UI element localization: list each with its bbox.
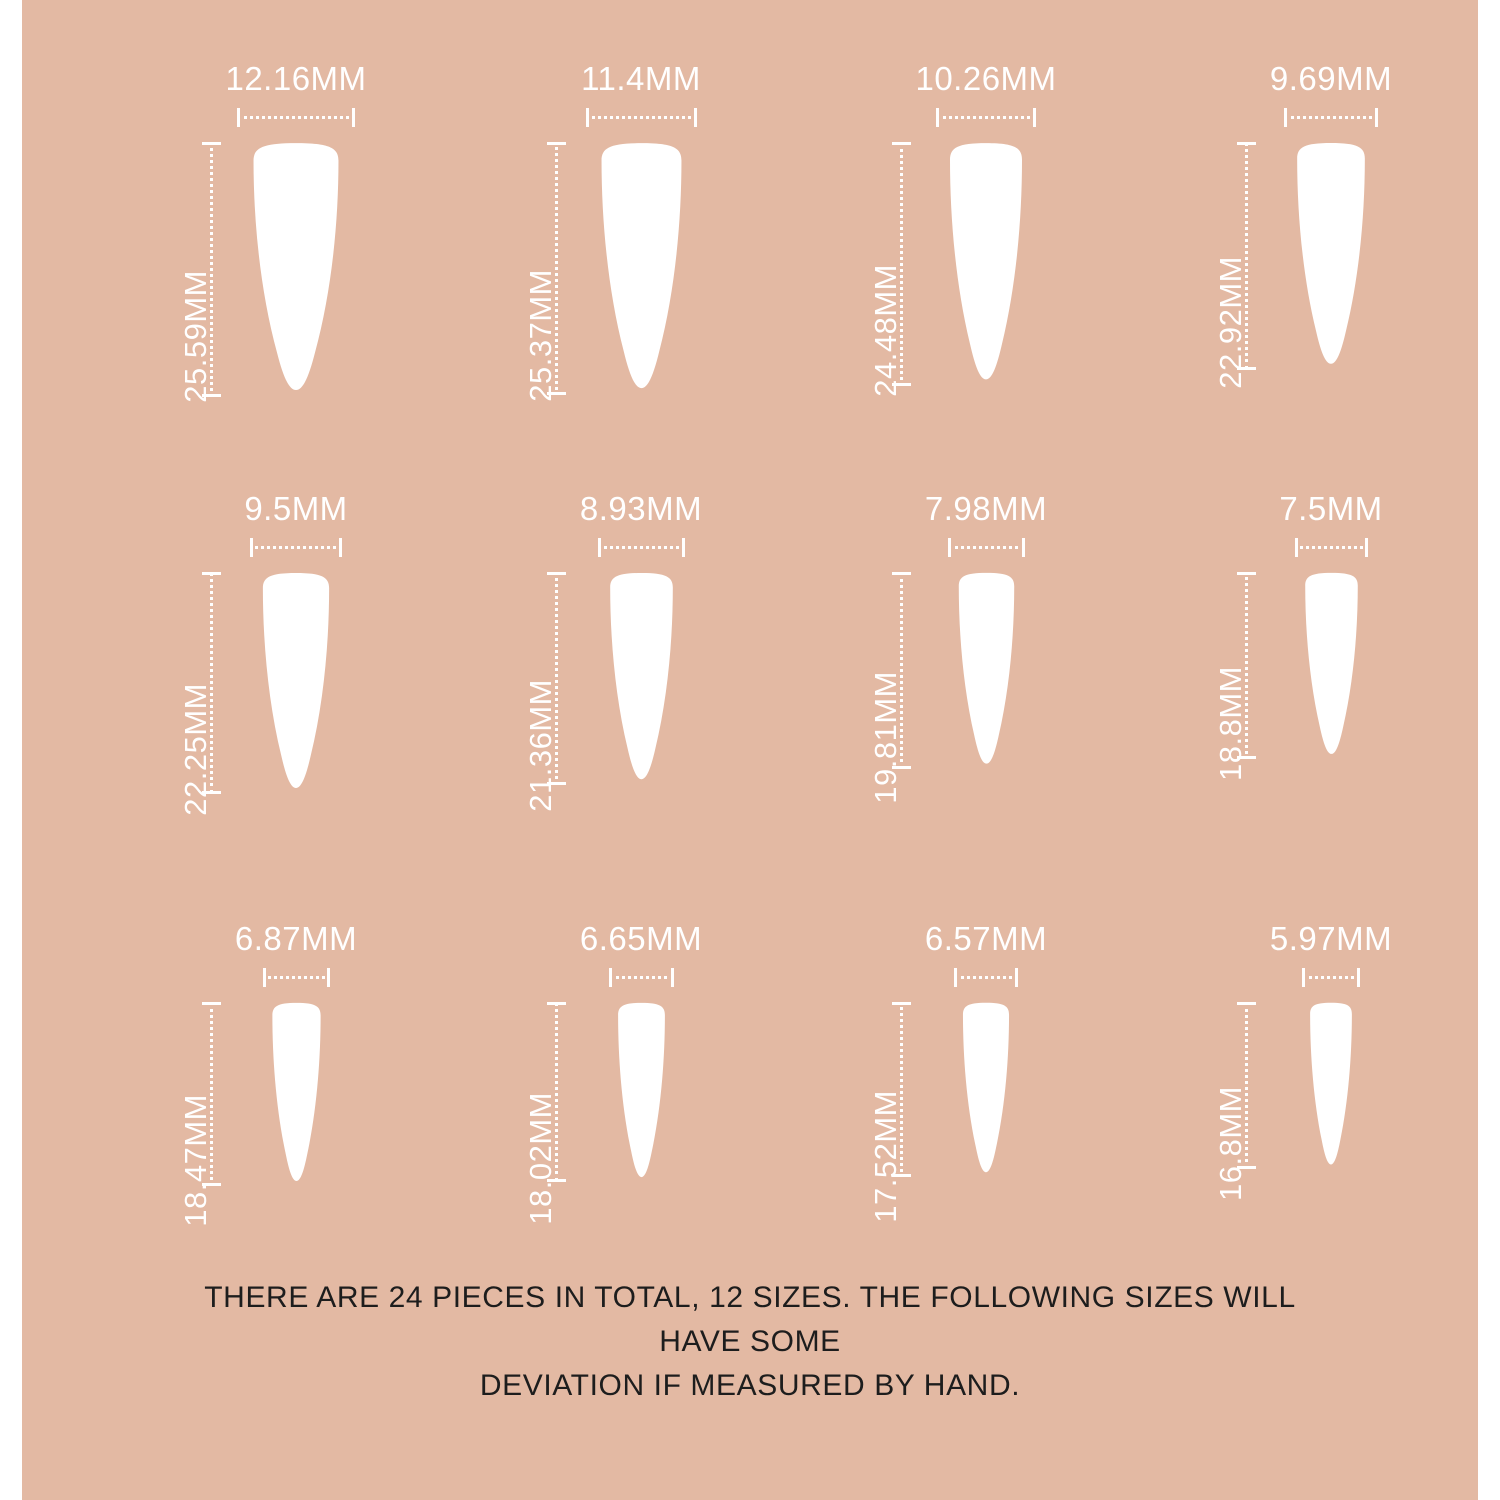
nail-size-cell	[82, 30, 427, 460]
height-label: 16.8MM	[1213, 1085, 1248, 1201]
width-measure-cap-left	[954, 968, 957, 987]
height-label: 18.47MM	[178, 1094, 213, 1227]
width-measure-cap-left	[237, 108, 240, 127]
height-measure-cap-top	[1237, 142, 1256, 145]
height-measure	[1213, 142, 1257, 389]
width-measure-cap-right	[352, 108, 355, 127]
width-measure	[234, 920, 358, 988]
width-measure-cap-left	[586, 108, 589, 127]
height-measure	[523, 1002, 567, 1225]
nail-shape	[1295, 572, 1368, 759]
width-measure-cap-left	[598, 538, 601, 557]
nail-size-grid	[82, 30, 1462, 1330]
width-measure-cap-right	[1015, 968, 1018, 987]
width-label: 6.57MM	[924, 920, 1048, 957]
width-measure-cap-left	[250, 538, 253, 557]
width-measure	[1279, 490, 1383, 558]
height-measure	[178, 1002, 222, 1227]
width-measure-cap-left	[263, 968, 266, 987]
width-measure-line	[1302, 976, 1360, 979]
width-label: 8.93MM	[579, 490, 703, 527]
width-measure-cap-right	[1375, 108, 1378, 127]
height-label: 19.81MM	[868, 670, 903, 804]
width-measure-cap-right	[694, 108, 697, 127]
nail-svg	[1295, 572, 1368, 759]
nail-size-cell	[82, 460, 427, 890]
nail-svg	[609, 1002, 674, 1182]
width-measure-line	[598, 546, 685, 549]
width-label: 6.87MM	[234, 920, 358, 957]
width-measure-cap-right	[1022, 538, 1025, 557]
height-label: 22.92MM	[1213, 256, 1248, 389]
width-measure-cap-left	[948, 538, 951, 557]
width-label: 9.5MM	[244, 490, 348, 527]
nail-svg	[948, 572, 1025, 769]
width-measure	[244, 490, 348, 558]
nail-size-cell	[1117, 30, 1462, 460]
nail-shape	[1302, 1002, 1360, 1169]
height-label: 22.25MM	[178, 683, 213, 816]
width-measure	[1269, 920, 1393, 988]
nail-shape	[1284, 142, 1378, 370]
nail-shape	[250, 572, 342, 794]
width-measure-line	[936, 116, 1036, 119]
width-measure-cap-right	[671, 968, 674, 987]
width-measure-line	[250, 546, 342, 549]
nail-svg	[586, 142, 697, 395]
width-measure-cap-left	[609, 968, 612, 987]
width-measure-cap-left	[1302, 968, 1305, 987]
nail-shape	[598, 572, 685, 785]
width-measure	[579, 490, 703, 558]
height-measure-cap-top	[547, 572, 566, 575]
width-label: 12.16MM	[225, 60, 367, 97]
width-measure-line	[1284, 116, 1378, 119]
nail-shape	[586, 142, 697, 395]
height-label: 25.37MM	[523, 268, 558, 402]
width-measure-cap-right	[1365, 538, 1368, 557]
nail-shape	[609, 1002, 674, 1182]
nail-svg	[598, 572, 685, 785]
nail-svg	[936, 142, 1036, 386]
width-measure-cap-left	[1295, 538, 1298, 557]
width-measure-cap-right	[1033, 108, 1036, 127]
height-measure-cap-top	[1237, 572, 1256, 575]
width-measure-line	[237, 116, 355, 119]
width-measure-line	[954, 976, 1018, 979]
width-measure-cap-right	[1357, 968, 1360, 987]
nail-size-cell	[427, 30, 772, 460]
chart-background	[22, 0, 1478, 1500]
nail-size-cell	[772, 30, 1117, 460]
height-measure	[868, 142, 912, 397]
height-measure	[1213, 1002, 1257, 1201]
height-measure-cap-top	[547, 1002, 566, 1005]
nail-shape	[954, 1002, 1018, 1177]
width-measure-line	[586, 116, 697, 119]
height-label: 18.8MM	[1213, 665, 1248, 781]
nail-size-cell	[772, 890, 1117, 1320]
width-measure	[225, 60, 367, 128]
height-label: 24.48MM	[868, 264, 903, 397]
width-label: 5.97MM	[1269, 920, 1393, 957]
height-label: 17.52MM	[868, 1089, 903, 1223]
width-measure-cap-left	[1284, 108, 1287, 127]
height-measure	[523, 572, 567, 812]
nail-shape	[936, 142, 1036, 386]
width-label: 7.5MM	[1279, 490, 1383, 527]
nail-svg	[954, 1002, 1018, 1177]
height-measure-cap-top	[547, 142, 566, 145]
height-measure	[178, 572, 222, 816]
height-measure-cap-top	[202, 572, 221, 575]
height-label: 18.02MM	[523, 1092, 558, 1225]
width-measure-cap-right	[339, 538, 342, 557]
nail-svg	[1302, 1002, 1360, 1169]
height-measure-cap-top	[202, 142, 221, 145]
width-measure-cap-left	[936, 108, 939, 127]
width-measure	[581, 60, 701, 128]
width-label: 6.65MM	[579, 920, 703, 957]
height-measure	[1213, 572, 1257, 781]
nail-size-cell	[772, 460, 1117, 890]
footer-note-line-1: THERE ARE 24 PIECES IN TOTAL, 12 SIZES. THE FOLLOWING SIZES WILL HAVE SOME	[204, 1281, 1296, 1358]
nail-svg	[263, 1002, 330, 1186]
width-label: 11.4MM	[581, 60, 701, 97]
width-label: 10.26MM	[915, 60, 1057, 97]
nail-svg	[1284, 142, 1378, 370]
nail-shape	[948, 572, 1025, 769]
width-measure	[915, 60, 1057, 128]
height-measure	[868, 1002, 912, 1223]
height-measure	[523, 142, 567, 402]
height-measure-cap-top	[892, 1002, 911, 1005]
nail-size-cell	[427, 460, 772, 890]
width-measure	[924, 920, 1048, 988]
width-measure	[1269, 60, 1393, 128]
height-measure-cap-top	[892, 142, 911, 145]
nail-svg	[250, 572, 342, 794]
width-measure	[924, 490, 1048, 558]
width-measure-cap-right	[327, 968, 330, 987]
height-measure	[868, 572, 912, 804]
width-measure-cap-right	[682, 538, 685, 557]
nail-size-cell	[1117, 460, 1462, 890]
footer-note	[22, 1276, 1478, 1408]
nail-size-cell	[82, 890, 427, 1320]
nail-shape	[263, 1002, 330, 1186]
width-measure-line	[609, 976, 674, 979]
width-measure-line	[1295, 546, 1368, 549]
width-measure	[579, 920, 703, 988]
height-label: 21.36MM	[523, 678, 558, 812]
height-measure	[178, 142, 222, 403]
nail-size-cell	[1117, 890, 1462, 1320]
width-label: 7.98MM	[924, 490, 1048, 527]
footer-note-line-2: DEVIATION IF MEASURED BY HAND.	[479, 1369, 1021, 1402]
height-measure-cap-top	[892, 572, 911, 575]
nail-size-cell	[427, 890, 772, 1320]
nail-shape	[237, 142, 355, 397]
nail-svg	[237, 142, 355, 397]
width-measure-line	[948, 546, 1025, 549]
height-measure-cap-top	[202, 1002, 221, 1005]
height-measure-cap-top	[1237, 1002, 1256, 1005]
height-label: 25.59MM	[178, 269, 213, 403]
width-measure-line	[263, 976, 330, 979]
width-label: 9.69MM	[1269, 60, 1393, 97]
